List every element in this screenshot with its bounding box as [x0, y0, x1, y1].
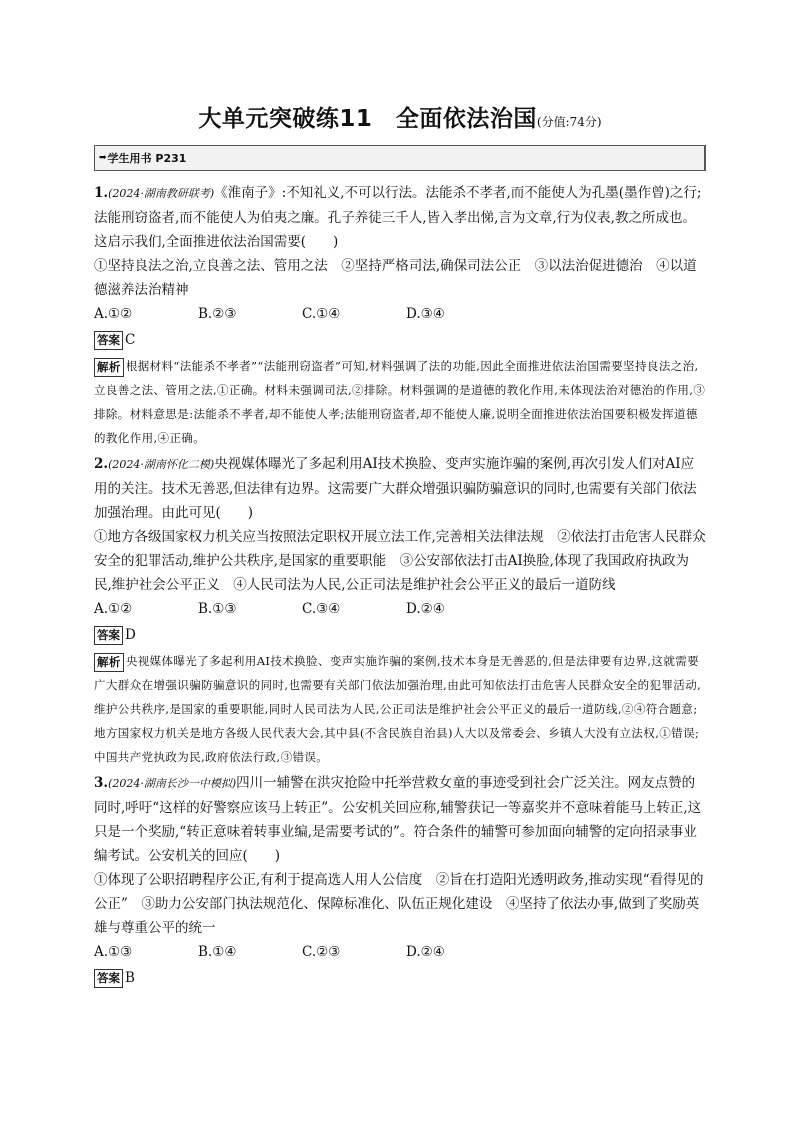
arrow-icon: ➡: [99, 153, 107, 163]
section-bar: [94, 145, 706, 171]
option-d[interactable]: D.③④: [406, 306, 445, 322]
explanation: 解析 根据材料“法能杀不孝者”“法能刑窃盗者”可知,材料强调了法的功能,因此全面推进依法治国需要坚持良法之治,立良善之法、管用之法,①正确。材料未强调司法,②排除。材料强调的是道德的教化作用,未体现法治对德治的作用,③排除。材料意思是:法能杀不孝者,却不能使人孝;法能刑窃盗者,却不能使人廉,说明全面推进依法治国要积极发挥道德的教化作用,④正确。: [94, 359, 706, 445]
option-b[interactable]: B.②③: [198, 306, 237, 322]
title-text: 大单元突破练11 全面依法治国: [198, 106, 537, 132]
option-d[interactable]: D.②④: [406, 601, 445, 617]
question-statements: ①坚持良法之治,立良善之法、管用之法 ②坚持严格司法,确保司法公正 ③以法治促进德治 ④以道德滋养法治精神: [94, 258, 697, 298]
question-statements: ①体现了公职招聘程序公正,有利于提高选人用人公信度 ②旨在打造阳光透明政务,推动实现“看得见的公正” ③助力公安部门执法规范化、保障标准化、队伍正规化建设 ④坚持了依法办事,做到了奖励英雄与尊重公平的统一: [94, 872, 704, 936]
question-stem: 3.(2024·湖南长沙一中模拟)四川一辅警在洪灾抢险中托举营救女童的事迹受到社会广泛关注。网友点赞的同时,呼吁“这样的好警察应该马上转正”。公安机关回应称,辅警获记一等嘉奖并不意味着能马上转正,这只是一个奖励,“转正意味着转事业编,是需要考试的”。符合条件的辅警可参加面向辅警的定向招录事业编考试。公安机关的回应( ): [94, 775, 702, 864]
answer-value: B: [125, 970, 135, 986]
option-a[interactable]: A.①③: [94, 944, 133, 960]
question-statements: ①地方各级国家权力机关应当按照法定职权开展立法工作,完善相关法律法规 ②依法打击危害人民群众安全的犯罪活动,维护公共秩序,是国家的重要职能 ③公安部依法打击AI换脸,体现了我国政府执政为民,维护社会公平正义 ④人民司法为人民,公正司法是维护社会公平正义的最后一道防线: [94, 529, 706, 593]
answer-tag: 答案: [94, 626, 123, 645]
answer-line: [94, 623, 706, 647]
question-stem: 1.(2024·湖南教研联考)《淮南子》:不知礼义,不可以行法。法能杀不孝者,而不能使人为孔墨(墨作曾)之行;法能刑窃盗者,而不能使人为伯夷之廉。孔子养徒三千人,皆入孝出悌,言为文章,行为仪表,教之所成也。这启示我们,全面推进依法治国需要( ): [94, 185, 702, 250]
option-c[interactable]: C.①④: [302, 306, 341, 322]
answer-tag: 答案: [94, 331, 123, 350]
answer-line: [94, 328, 706, 352]
option-b[interactable]: B.①③: [198, 601, 237, 617]
option-c[interactable]: C.②③: [302, 944, 341, 960]
option-a[interactable]: A.①②: [94, 601, 133, 617]
option-a[interactable]: A.①②: [94, 306, 133, 322]
explanation-tag: 解析: [94, 653, 124, 672]
answer-value: D: [125, 627, 136, 643]
answer-value: C: [125, 332, 136, 348]
option-b[interactable]: B.①④: [198, 944, 237, 960]
option-d[interactable]: D.②④: [406, 944, 445, 960]
page-title: [94, 100, 706, 133]
worksheet-page: [94, 100, 706, 992]
answer-tag: 答案: [94, 969, 123, 988]
explanation: 解析 央视媒体曝光了多起利用AI技术换脸、变声实施诈骗的案例,技术本身是无善恶的,但是法律要有边界,这就需要广大群众在增强识骗防骗意识的同时,也需要有关部门依法加强治理,由此可知依法打击危害人民群众安全的犯罪活动,维护公共秩序,是国家的重要职能,同时人民司法为人民,公正司法是维护社会公平正义的最后一道防线,②④符合题意;地方国家权力机关是地方各级人民代表大会,其中县(不含民族自治县)人大以及常委会、乡镇人大没有立法权,①错误;中国共产党执政为民,政府依法行政,③错误。: [94, 654, 702, 764]
question-2: [94, 452, 706, 769]
options: [94, 302, 706, 326]
explanation-tag: 解析: [94, 358, 124, 377]
question-1: [94, 181, 706, 450]
question-3: [94, 771, 706, 990]
score-note: (分值:74分): [536, 115, 602, 129]
options: [94, 940, 706, 964]
options: [94, 597, 706, 621]
book-page-label: 学生用书 P231: [107, 152, 187, 165]
option-c[interactable]: C.③④: [302, 601, 341, 617]
answer-line: [94, 966, 706, 990]
question-stem: 2.(2024·湖南怀化二模)央视媒体曝光了多起利用AI技术换脸、变声实施诈骗的案例,再次引发人们对AI应用的关注。技术无善恶,但法律有边界。这需要广大群众增强识骗防骗意识的同时,也需要有关部门依法加强治理。由此可见( ): [94, 456, 697, 521]
